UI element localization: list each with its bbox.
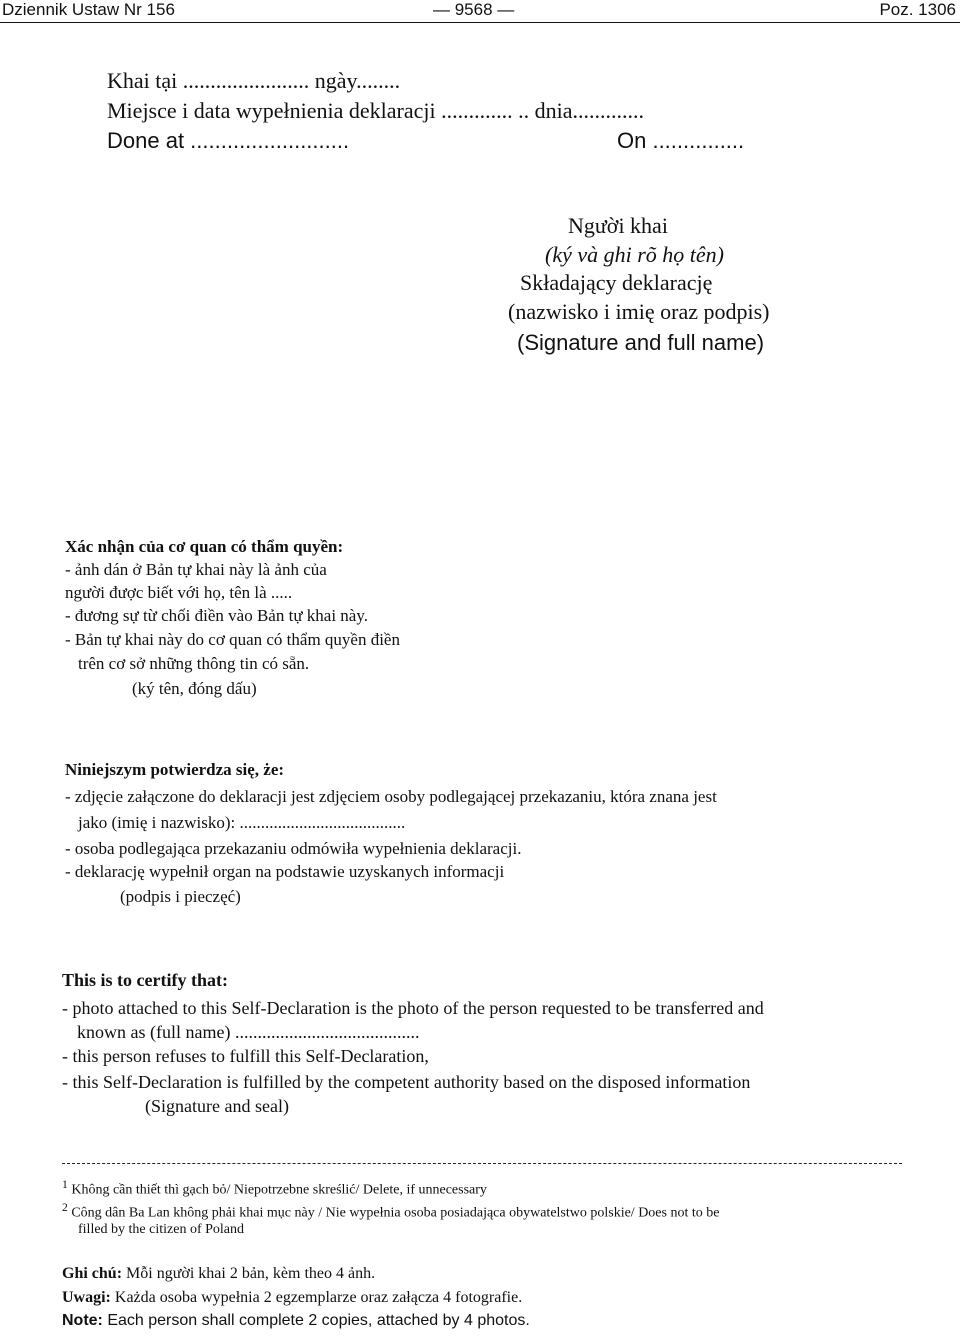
position-number: Poz. 1306	[879, 0, 956, 19]
note-pl	[62, 1289, 522, 1307]
vn-cert-line: trên cơ sở những thông tin có sẵn.	[78, 654, 310, 673]
vn-cert-line: người được biết với họ, tên là .....	[65, 583, 293, 602]
footnote-text: Không cần thiết thì gạch bỏ/ Niepotrzebne skreślić/ Delete, if unnecessary	[71, 1182, 487, 1198]
note-en-label: Note:	[62, 1312, 103, 1329]
journal-title: Dziennik Ustaw Nr 156	[2, 0, 175, 19]
note-pl-text: Każda osoba wypełnia 2 egzemplarze oraz załącza 4 fotografie.	[110, 1289, 523, 1306]
en-cert-line: known as (full name) .........................................	[77, 1022, 420, 1042]
footnote-mark: 2	[62, 1201, 68, 1214]
place-date-vn: Khai tại ....................... ngày........	[107, 68, 401, 93]
note-vn-label: Ghi chú:	[62, 1265, 123, 1282]
pl-cert-heading: Niniejszym potwierdza się, że:	[65, 760, 285, 779]
vn-cert-line: - đương sự từ chối điền vào Bản tự khai này.	[65, 606, 368, 625]
pl-cert-line: - osoba podlegająca przekazaniu odmówiła wypełnienia deklaracji.	[65, 839, 522, 858]
signatory-title-vn: Người khai	[568, 213, 668, 238]
footnote-separator	[62, 1163, 902, 1164]
note-en-text: Each person shall complete 2 copies, attached by 4 photos.	[102, 1312, 530, 1329]
place-date-en-on: On ...............	[617, 128, 745, 153]
note-en	[62, 1312, 530, 1330]
footnote-text: filled by the citizen of Poland	[78, 1222, 245, 1237]
footnote	[62, 1178, 487, 1199]
en-cert-heading: This is to certify that:	[62, 970, 228, 990]
footnote-mark: 1	[62, 1178, 68, 1191]
en-cert-sign: (Signature and seal)	[145, 1096, 289, 1116]
note-vn-text: Mỗi người khai 2 bản, kèm theo 4 ảnh.	[122, 1265, 376, 1282]
signatory-note-vn: (ký và ghi rõ họ tên)	[545, 242, 724, 267]
pl-cert-line: jako (imię i nazwisko): .......................................	[78, 813, 406, 832]
note-pl-label: Uwagi:	[62, 1289, 111, 1306]
signatory-note-pl: (nazwisko i imię oraz podpis)	[508, 299, 770, 324]
pl-cert-line: - deklarację wypełnił organ na podstawie uzyskanych informacji	[65, 862, 505, 881]
footnote	[62, 1201, 719, 1222]
place-date-pl: Miejsce i data wypełnienia deklaracji ............. .. dnia.............	[107, 98, 645, 123]
pl-cert-sign: (podpis i pieczęć)	[120, 887, 241, 906]
signatory-note-en: (Signature and full name)	[517, 330, 765, 355]
en-cert-line: - this Self-Declaration is fulfilled by the competent authority based on the disposed information	[62, 1072, 751, 1092]
en-cert-line: - photo attached to this Self-Declaration is the photo of the person requested to be transferred and	[62, 998, 764, 1018]
note-vn	[62, 1265, 375, 1283]
vn-cert-line: - ảnh dán ở Bản tự khai này là ảnh của	[65, 560, 327, 579]
vn-cert-heading: Xác nhận của cơ quan có thẩm quyền:	[65, 537, 344, 556]
pl-cert-line: - zdjęcie załączone do deklaracji jest zdjęciem osoby podlegającej przekazaniu, która znana jest	[65, 787, 717, 806]
vn-cert-line: - Bản tự khai này do cơ quan có thẩm quyền điền	[65, 630, 400, 649]
en-cert-line: - this person refuses to fulfill this Self-Declaration,	[62, 1046, 429, 1066]
page-number: — 9568 —	[433, 0, 515, 19]
footnote-text: Công dân Ba Lan không phải khai mục này / Nie wypełnia osoba posiadająca obywatelstwo polskie/ Does not to be	[71, 1205, 720, 1221]
place-date-en: Done at ..........................	[107, 128, 350, 153]
vn-cert-sign: (ký tên, đóng dấu)	[132, 679, 257, 698]
header-rule	[0, 22, 960, 23]
signatory-title-pl: Składający deklarację	[520, 270, 713, 295]
